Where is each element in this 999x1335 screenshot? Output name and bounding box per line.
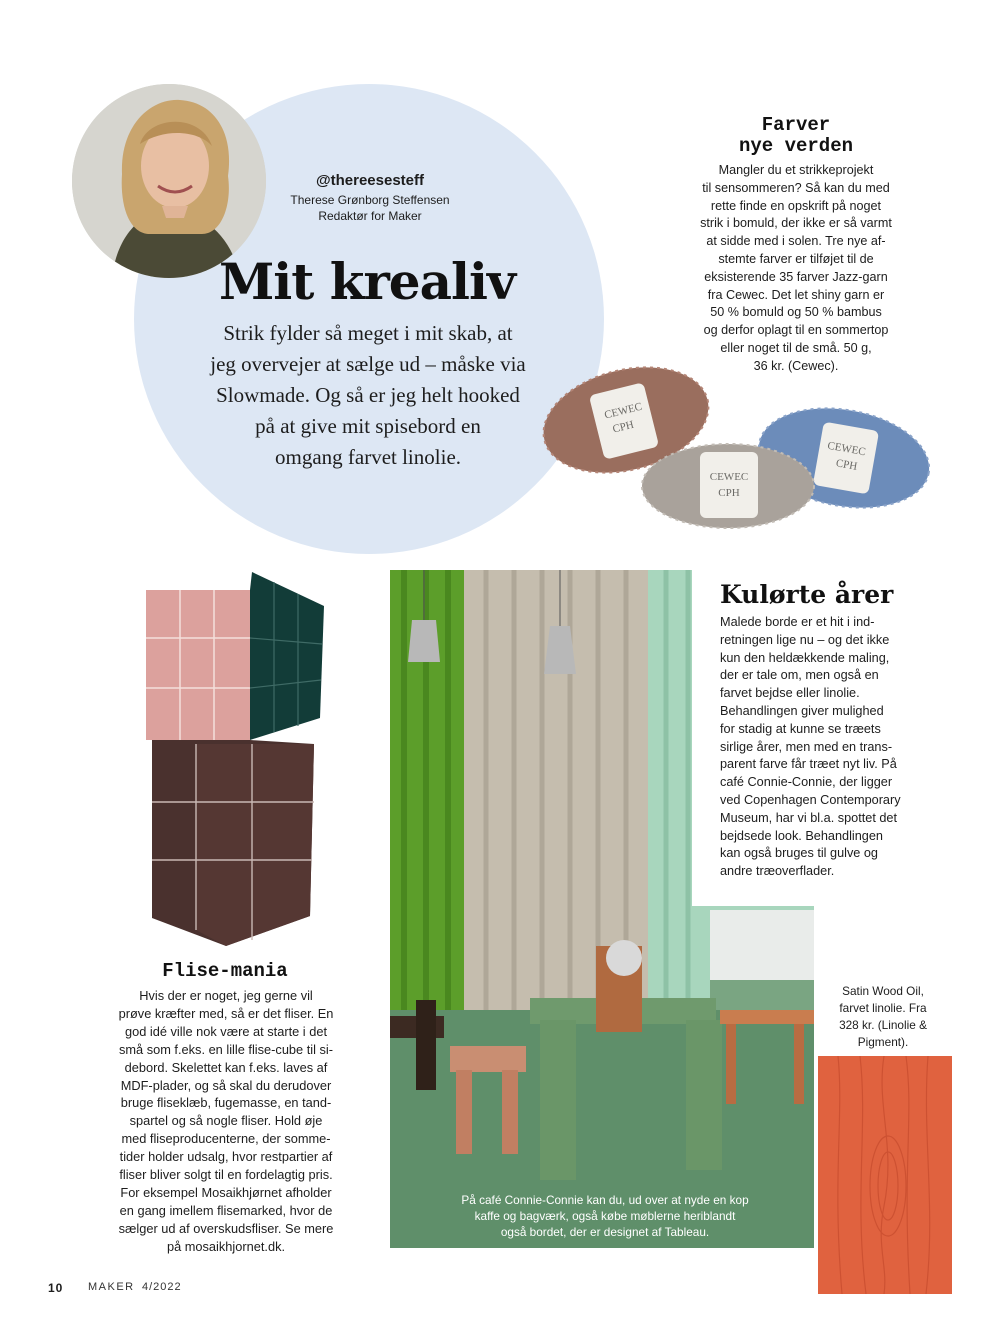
farver-line: rette finde en opskrift på noget — [710, 198, 882, 213]
caption-line: kaffe og bagværk, også købe møblerne heriblandt — [474, 1209, 736, 1223]
editor-byline — [250, 192, 490, 224]
kulorte-line: ved Copenhagen Contemporary — [720, 792, 901, 807]
magazine-name: MAKER — [88, 1281, 135, 1293]
kulorte-line: café Connie-Connie, der ligger — [720, 775, 893, 790]
farver-heading — [676, 115, 916, 157]
farver-heading-line: nye verden — [738, 135, 854, 157]
yarn-label-city: CPH — [834, 457, 859, 473]
flise-line: små som f.eks. en lille flise-cube til si- — [118, 1041, 334, 1057]
kulorte-line: bejdsede look. Behandlingen — [720, 828, 883, 843]
editor-name: Therese Grønborg Steffensen — [290, 193, 450, 207]
flise-line: fliser bliver solgt til en fordelagtig pris. — [119, 1167, 333, 1183]
flise-line: prøve kræfter med, så er det fliser. En — [118, 1005, 334, 1021]
flise-line: spartel og så nogle fliser. Hold øje — [129, 1113, 323, 1129]
farver-body — [664, 162, 928, 376]
yarn-label-brand: CEWEC — [603, 400, 644, 422]
farver-line: fra Cewec. Det let shiny garn er — [707, 287, 885, 302]
flise-line: sælger ud af overskudsfliser. Se mere — [118, 1220, 334, 1236]
kulorte-line: der er tale om, men også en — [720, 668, 879, 683]
farver-heading-line: Farver — [761, 114, 831, 136]
flise-line: Hvis der er noget, jeg gerne vil — [139, 988, 313, 1003]
photo-caption — [440, 1192, 770, 1240]
kulorte-body — [720, 614, 952, 881]
satin-line: Satin Wood Oil, — [842, 984, 924, 998]
issue-number: 4/2022 — [142, 1281, 182, 1293]
kulorte-line: retningen lige nu – og det ikke — [720, 632, 890, 647]
yarn-ball-grey — [642, 444, 814, 528]
satin-line: 328 kr. (Linolie & — [839, 1018, 927, 1032]
satin-line: Pigment). — [857, 1035, 909, 1049]
farver-line: stemte farver er tilføjet til de — [718, 251, 874, 266]
kulorte-line: farvet bejdse eller linolie. — [720, 686, 860, 701]
caption-line: På café Connie-Connie kan du, ud over at nyde en kop — [461, 1193, 749, 1207]
yarn-balls-image — [540, 352, 940, 532]
kulorte-line: Malede borde er et hit i ind- — [720, 615, 875, 629]
page-number: 10 — [48, 1281, 64, 1295]
yarn-label-brand: CEWEC — [826, 439, 867, 459]
intro-line: på at give mit spisebord en — [255, 414, 481, 438]
caption-line: også bordet, der er designet af Tableau. — [500, 1225, 710, 1239]
satin-line: farvet linolie. Fra — [839, 1001, 927, 1015]
farver-line: Mangler du et strikkeprojekt — [718, 163, 874, 177]
wood-swatch-image — [818, 1056, 952, 1294]
editor-portrait — [72, 84, 266, 278]
intro-line: omgang farvet linolie. — [274, 445, 462, 469]
intro-line: Strik fylder så meget i mit skab, at — [223, 321, 513, 345]
flise-line: debord. Skelettet kan f.eks. laves af — [124, 1059, 328, 1075]
farver-line: eller noget til de små. 50 g, — [720, 340, 872, 355]
farver-line: strik i bomuld, der ikke er så varmt — [700, 216, 892, 231]
kulorte-line: andre træoverflader. — [720, 864, 835, 879]
editor-role: Redaktør for Maker — [318, 209, 422, 223]
kulorte-line: Behandlingen giver mulighed — [720, 703, 884, 718]
farver-line: 36 kr. (Cewec). — [753, 358, 839, 373]
flise-line: MDF-plader, og så skal du derudover — [120, 1077, 332, 1093]
farver-line: og derfor oplagt til en sommertop — [703, 323, 889, 338]
farver-line: at sidde med i solen. Tre nye af- — [706, 234, 886, 249]
yarn-label-city: CPH — [611, 418, 636, 436]
satin-caption — [818, 983, 948, 1051]
kulorte-line: sirlige årer, men med en trans- — [720, 739, 893, 754]
intro-text — [166, 318, 570, 473]
kulorte-heading: Kulørte årer — [720, 580, 894, 609]
kulorte-line: kan også bruges til gulve og — [720, 846, 878, 861]
kulorte-line: parent farve får træet nyt liv. På — [720, 757, 897, 772]
flise-line: god idé ville nok være at starte i det — [124, 1023, 327, 1039]
page-title: Mit krealiv — [218, 252, 516, 311]
flise-line: bruge fliseklæb, fugemasse, en tand- — [120, 1095, 332, 1111]
editor-handle: @thereesesteff — [315, 172, 424, 189]
farver-line: eksisterende 35 farver Jazz-garn — [704, 269, 888, 284]
kulorte-line: for stadig at kunne se træets — [720, 721, 881, 736]
intro-line: jeg overvejer at sælge ud – måske via — [210, 352, 526, 376]
yarn-label-brand: CEWEC — [709, 471, 749, 483]
farver-line: 50 % bomuld og 50 % bambus — [710, 305, 882, 320]
tile-cube-image — [140, 568, 330, 952]
kulorte-line: Museum, har vi bl.a. spottet det — [720, 810, 898, 825]
flise-line: tider holder udsalg, hvor restpartier af — [119, 1149, 333, 1165]
flise-line: en gang imellem flisemarked, hvor de — [119, 1202, 333, 1218]
intro-line: Slowmade. Og så er jeg helt hooked — [216, 383, 520, 407]
flise-line: på mosaikhjornet.dk. — [166, 1238, 286, 1254]
flise-line: For eksempel Mosaikhjørnet afholder — [120, 1184, 332, 1200]
yarn-label-city: CPH — [718, 487, 740, 499]
kulorte-line: kun den heldækkende maling, — [720, 650, 890, 665]
flise-body — [85, 987, 367, 1256]
farver-line: til sensommeren? Så kan du med — [702, 180, 890, 195]
flise-heading: Flise-mania — [162, 960, 288, 982]
flise-line: med fliseproducenterne, der somme- — [121, 1131, 331, 1147]
